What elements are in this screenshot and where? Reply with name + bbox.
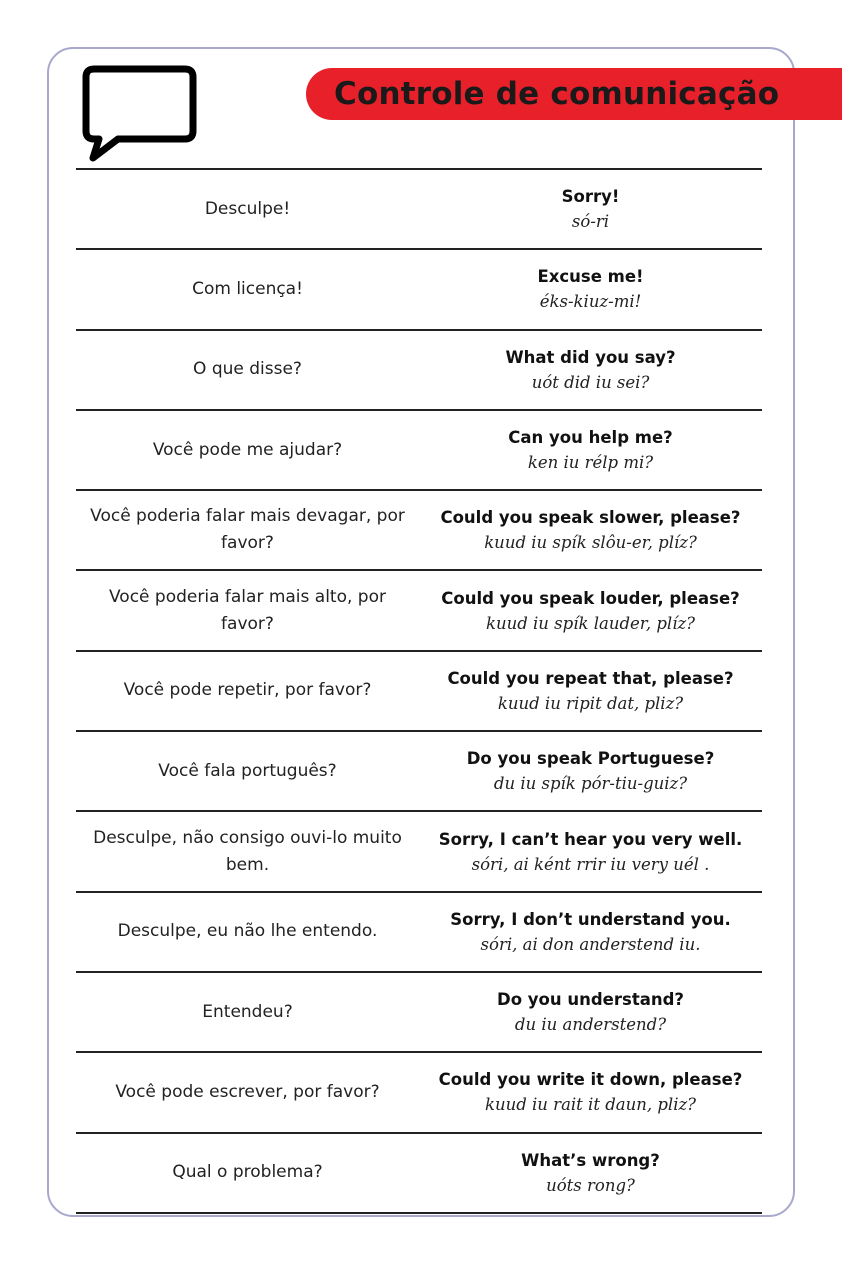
english-phrase: Do you speak Portuguese? xyxy=(466,749,715,769)
english-cell xyxy=(419,1053,762,1131)
phrase-row xyxy=(76,170,762,250)
phrase-table xyxy=(76,168,762,1214)
phrase-row xyxy=(76,652,762,732)
portuguese-cell xyxy=(76,652,419,730)
pronunciation: uóts rong? xyxy=(546,1175,635,1195)
portuguese-phrase: Você fala português? xyxy=(158,760,337,781)
portuguese-cell xyxy=(76,973,419,1051)
pronunciation: kuud iu spík lauder, plíz? xyxy=(485,613,696,633)
phrase-row xyxy=(76,491,762,571)
portuguese-cell xyxy=(76,1053,419,1131)
english-phrase: What did you say? xyxy=(505,347,676,367)
portuguese-cell xyxy=(76,250,419,328)
portuguese-phrase: Entendeu? xyxy=(202,1001,293,1022)
portuguese-cell xyxy=(76,893,419,971)
pronunciation: du iu spík pór-tiu-guiz? xyxy=(493,774,688,794)
english-phrase: Could you write it down, please? xyxy=(438,1070,743,1090)
phrase-row xyxy=(76,331,762,411)
portuguese-phrase: Você pode me ajudar? xyxy=(152,439,343,460)
english-cell xyxy=(419,1134,762,1212)
portuguese-cell xyxy=(76,1134,419,1212)
portuguese-cell xyxy=(76,491,419,569)
portuguese-cell xyxy=(76,331,419,409)
title-banner xyxy=(306,68,842,120)
phrase-row xyxy=(76,732,762,812)
phrase-row xyxy=(76,1053,762,1133)
portuguese-cell xyxy=(76,411,419,489)
pronunciation: sóri, ai ként rrir iu very uél . xyxy=(471,854,710,874)
portuguese-cell xyxy=(76,170,419,248)
english-phrase: Excuse me! xyxy=(537,267,644,287)
english-phrase: Sorry! xyxy=(561,187,620,207)
portuguese-phrase: O que disse? xyxy=(193,359,302,380)
english-phrase: Can you help me? xyxy=(508,428,673,448)
english-cell xyxy=(419,652,762,730)
phrase-row xyxy=(76,250,762,330)
pronunciation: ken iu rélp mi? xyxy=(527,453,654,473)
english-phrase: Could you repeat that, please? xyxy=(447,668,734,688)
portuguese-cell xyxy=(76,571,419,649)
pronunciation: kuud iu spík slôu-er, plíz? xyxy=(484,533,697,553)
portuguese-phrase: Qual o problema? xyxy=(172,1162,323,1183)
english-phrase: Sorry, I don’t understand you. xyxy=(450,909,731,929)
portuguese-phrase: Desculpe, não consigo ouvi-lo muito bem. xyxy=(93,827,402,875)
phrase-row xyxy=(76,411,762,491)
portuguese-phrase: Com licença! xyxy=(192,278,303,299)
pronunciation: só-ri xyxy=(571,212,610,232)
phrase-row xyxy=(76,893,762,973)
portuguese-phrase: Desculpe, eu não lhe entendo. xyxy=(117,921,378,942)
portuguese-phrase: Você poderia falar mais alto, por favor? xyxy=(109,586,386,634)
phrase-row xyxy=(76,571,762,651)
english-phrase: What’s wrong? xyxy=(521,1150,660,1170)
pronunciation: kuud iu rait it daun, pliz? xyxy=(484,1095,697,1115)
english-cell xyxy=(419,893,762,971)
page-title: Controle de comunicação xyxy=(334,76,780,112)
english-cell xyxy=(419,331,762,409)
english-cell xyxy=(419,973,762,1051)
english-cell xyxy=(419,491,762,569)
phrase-row xyxy=(76,812,762,892)
speech-bubble-icon xyxy=(78,62,202,162)
phrase-row xyxy=(76,973,762,1053)
portuguese-phrase: Você pode repetir, por favor? xyxy=(123,680,372,701)
pronunciation: éks-kiuz-mi! xyxy=(539,292,642,312)
portuguese-cell xyxy=(76,732,419,810)
pronunciation: kuud iu ripit dat, pliz? xyxy=(497,693,684,713)
phrase-row xyxy=(76,1134,762,1214)
english-cell xyxy=(419,170,762,248)
english-phrase: Do you understand? xyxy=(497,990,684,1010)
portuguese-phrase: Você pode escrever, por favor? xyxy=(115,1081,380,1102)
english-phrase: Could you speak louder, please? xyxy=(441,588,740,608)
english-cell xyxy=(419,812,762,890)
portuguese-phrase: Desculpe! xyxy=(204,198,291,219)
portuguese-phrase: Você poderia falar mais devagar, por favor? xyxy=(90,506,405,554)
english-phrase: Sorry, I can’t hear you very well. xyxy=(438,829,743,849)
pronunciation: uót did iu sei? xyxy=(531,372,650,392)
pronunciation: du iu anderstend? xyxy=(514,1015,667,1035)
english-cell xyxy=(419,250,762,328)
portuguese-cell xyxy=(76,812,419,890)
pronunciation: sóri, ai don anderstend iu. xyxy=(480,934,701,954)
english-cell xyxy=(419,571,762,649)
english-phrase: Could you speak slower, please? xyxy=(440,508,741,528)
english-cell xyxy=(419,411,762,489)
english-cell xyxy=(419,732,762,810)
